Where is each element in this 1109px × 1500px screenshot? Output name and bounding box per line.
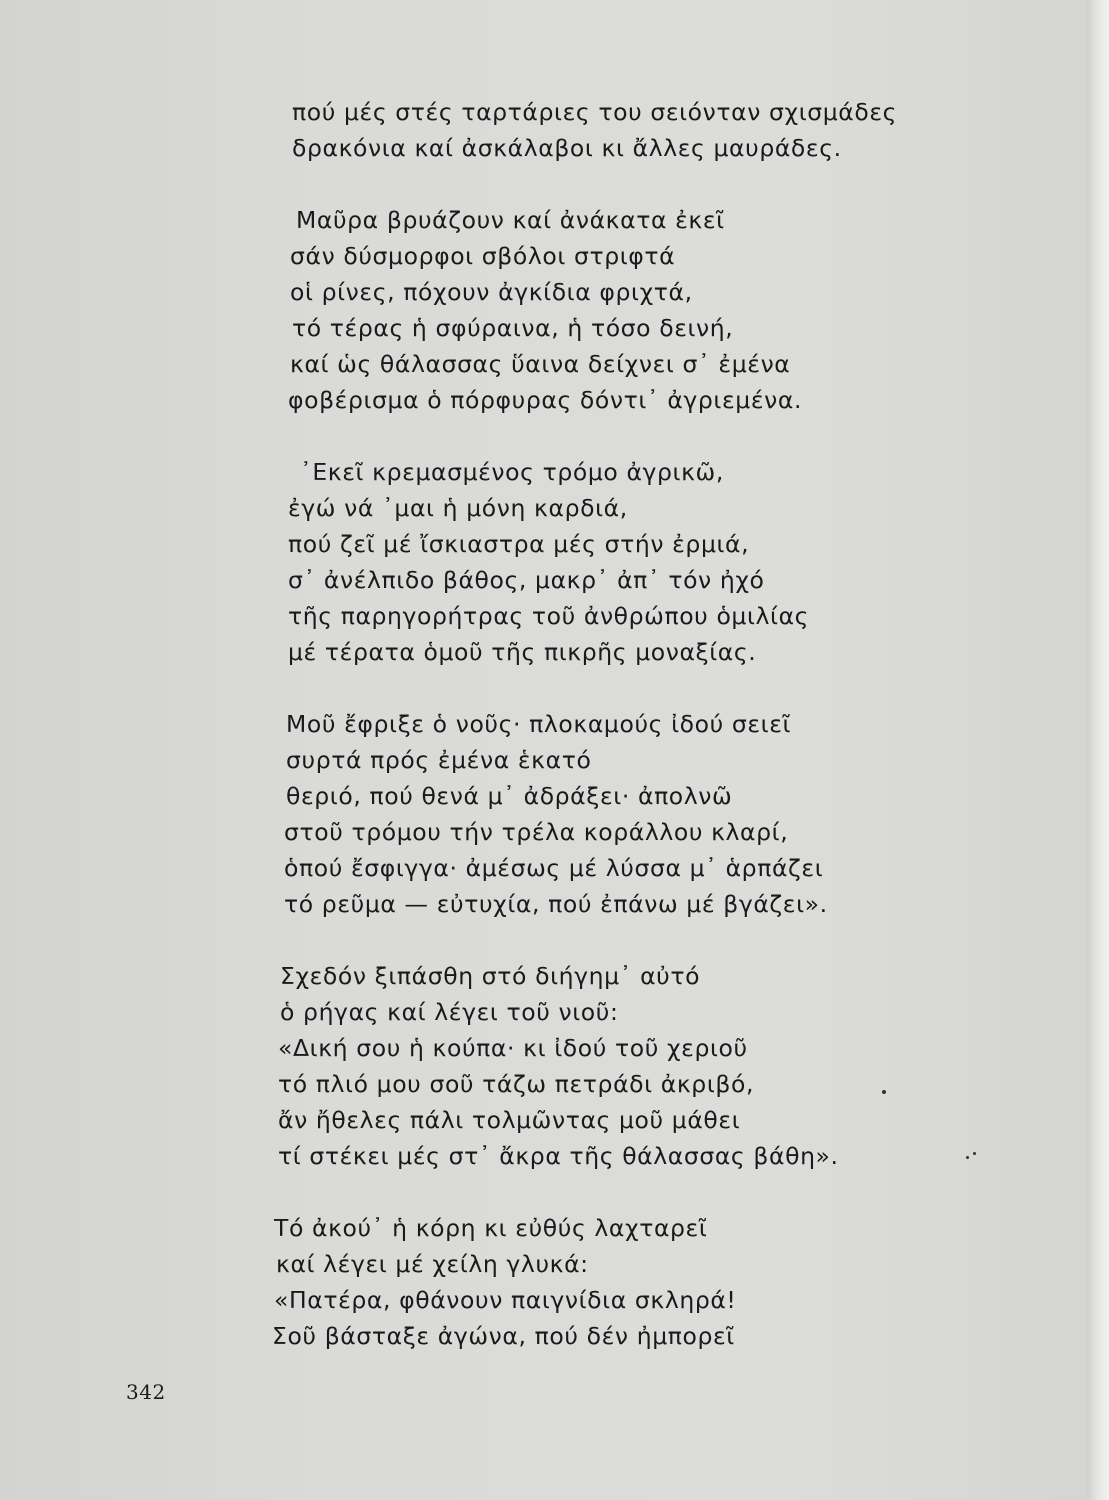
poem-line: σάν δύσμορφοι σβόλοι στριφτά <box>290 242 676 270</box>
stanza-2 <box>270 202 890 418</box>
poem-line: τό πλιό μου σοῦ τάζω πετράδι ἀκριβό, <box>278 1070 755 1098</box>
poem-line: δρακόνια καί ἀσκάλαβοι κι ἄλλες μαυράδες. <box>292 134 842 162</box>
poem-line: ἄν ἤθελες πάλι τολμῶντας μοῦ μάθει <box>278 1106 741 1134</box>
page-number: 342 <box>126 1380 166 1404</box>
poem-line: Σχεδόν ξιπάσθη στό διήγημ᾽ αὐτό <box>280 962 701 990</box>
poem-line: Μαῦρα βρυάζουν καί ἀνάκατα ἐκεῖ <box>296 206 725 234</box>
stanza-1 <box>270 94 898 166</box>
poem-line: ὁ ρήγας καί λέγει τοῦ νιοῦ: <box>280 998 619 1026</box>
poem-line: ὁπού ἔσφιγγα· ἀμέσως μέ λύσσα μ᾽ ἁρπάζει <box>284 854 824 882</box>
ink-speck <box>973 1152 976 1155</box>
poem-line: οἱ ρίνες, πόχουν ἀγκίδια φριχτά, <box>290 278 693 306</box>
poem-line: θεριό, πού θενά μ᾽ ἀδράξει· ἀπολνῶ <box>286 782 733 810</box>
poem-text <box>270 94 898 1390</box>
poem-line: καί λέγει μέ χείλη γλυκά: <box>276 1250 589 1278</box>
poem-line: τό τέρας ἡ σφύραινα, ἡ τόσο δεινή, <box>292 314 734 342</box>
ink-speck <box>966 1156 969 1159</box>
poem-line: ᾽Εκεῖ κρεμασμένος τρόμο ἀγρικῶ, <box>300 458 724 486</box>
poem-line: πού μές στές ταρτάριες του σειόνταν σχισμάδες <box>292 98 898 126</box>
stanza-6 <box>270 1210 890 1354</box>
poem-line: τί στέκει μές στ᾽ ἄκρα τῆς θάλασσας βάθη». <box>278 1142 839 1170</box>
poem-line: «Δική σου ἡ κούπα· κι ἰδού τοῦ χεριοῦ <box>278 1034 748 1062</box>
stanza-4 <box>270 706 890 922</box>
ink-speck <box>882 1090 886 1094</box>
poem-line: πού ζεῖ μέ ἴσκιαστρα μές στήν ἐρμιά, <box>288 530 750 558</box>
stanza-3 <box>270 454 890 670</box>
poem-line: σ᾽ ἀνέλπιδο βάθος, μακρ᾽ ἀπ᾽ τόν ἠχό <box>288 566 765 594</box>
poem-line: καί ὡς θάλασσας ὕαινα δείχνει σ᾽ ἐμένα <box>290 350 791 378</box>
poem-line: τῆς παρηγορήτρας τοῦ ἀνθρώπου ὁμιλίας <box>288 602 810 630</box>
poem-line: «Πατέρα, φθάνουν παιγνίδια σκληρά! <box>274 1286 737 1314</box>
poem-line: τό ρεῦμα — εὐτυχία, πού ἐπάνω μέ βγάζει». <box>284 890 828 918</box>
stanza-5 <box>270 958 890 1174</box>
poem-line: Μοῦ ἔφριξε ὁ νοῦς· πλοκαμούς ἰδού σειεῖ <box>286 710 792 738</box>
poem-line: φοβέρισμα ὁ πόρφυρας δόντι᾽ ἀγριεμένα. <box>288 386 803 414</box>
poem-line: ἐγώ νά ᾽μαι ἡ μόνη καρδιά, <box>288 494 628 522</box>
page-edge <box>1087 0 1109 1500</box>
poem-line: στοῦ τρόμου τήν τρέλα κοράλλου κλαρί, <box>284 818 789 846</box>
poem-line: Τό ἀκού᾽ ἡ κόρη κι εὐθύς λαχταρεῖ <box>274 1214 708 1242</box>
poem-line: μέ τέρατα ὁμοῦ τῆς πικρῆς μοναξίας. <box>288 638 757 666</box>
poem-line: Σοῦ βάσταξε ἀγώνα, πού δέν ἠμπορεῖ <box>272 1322 735 1350</box>
poem-line: συρτά πρός ἐμένα ἑκατό <box>286 746 592 774</box>
